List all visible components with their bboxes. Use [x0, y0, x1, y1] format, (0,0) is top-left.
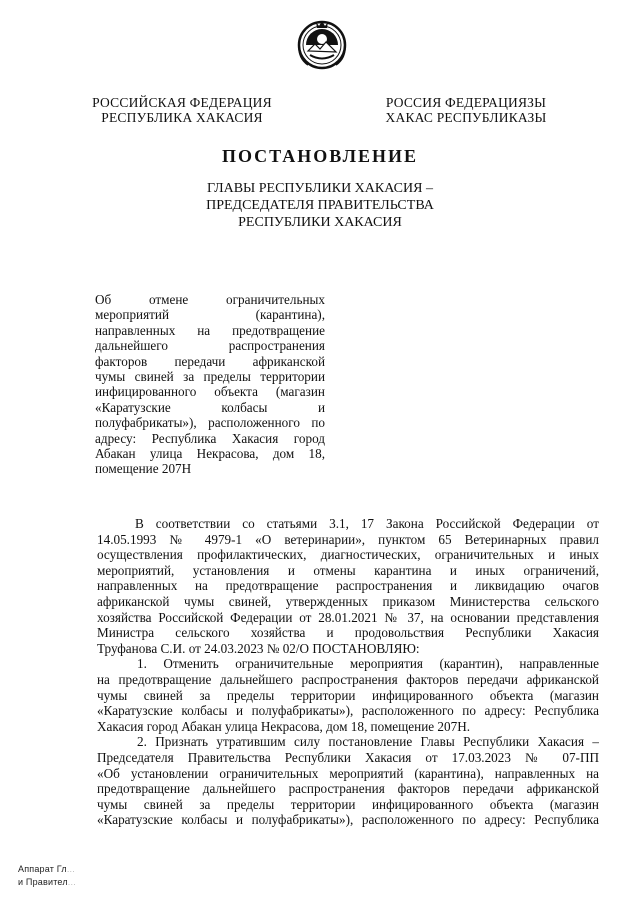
body-line: направленных на предотвращение распространения и ликвидацию очагов — [97, 578, 599, 594]
body-line: африканской чумы свиней, утвержденных приказом Министерства сельского — [97, 593, 599, 609]
document-subtitle — [0, 180, 640, 231]
subject-line: чумы свиней за пределы территории — [95, 369, 325, 385]
header-right-line-1: РОССИЯ ФЕДЕРАЦИЯЗЫ — [385, 95, 547, 110]
subtitle-line-2: ПРЕДСЕДАТЕЛЯ ПРАВИТЕЛЬСТВА — [206, 198, 434, 213]
subject-line: адресу: Республика Хакасия город — [95, 430, 325, 446]
body-line: чумы свиней за пределы территории инфицированного объекта (магазин — [97, 687, 599, 703]
body-line: чумы свиней за пределы территории инфицированного объекта (магазин — [97, 796, 599, 812]
body-line: В соответствии со статьями 3.1, 17 Закона Российской Федерации от — [135, 516, 599, 531]
header-left-line-2: РЕСПУБЛИКА ХАКАСИЯ — [101, 110, 263, 125]
body-line: «Каратузские колбасы и полуфабрикаты»), расположенного по адресу: Республика — [97, 703, 599, 719]
footer-line-1-text: Аппарат Гл — [18, 864, 67, 874]
subject-line: мероприятий (карантина), — [95, 307, 325, 323]
subject-line: Об отмене ограничительных — [95, 292, 325, 307]
footer-line-1 — [18, 863, 76, 876]
body-line: хозяйства Российской Федерации от 28.01.2021 № 37, на основании представления — [97, 609, 599, 625]
subject-line: факторов передачи африканской — [95, 353, 325, 369]
footer-stamp — [18, 863, 76, 889]
subtitle-line-1: ГЛАВЫ РЕСПУБЛИКИ ХАКАСИЯ – — [207, 181, 433, 196]
coat-of-arms-emblem — [296, 18, 348, 70]
body-line: мероприятий, установления и отмены карантина и иных ограничений, — [97, 562, 599, 578]
body-line: Министра сельского хозяйства и продовольствия Республики Хакасия — [97, 625, 599, 641]
subject-block — [95, 292, 325, 477]
subject-line: дальнейшего распространения — [95, 338, 325, 354]
footer-line-1-faded: ... — [66, 864, 75, 874]
footer-line-2-faded: ... — [67, 877, 76, 887]
subject-line: направленных на предотвращение — [95, 322, 325, 338]
body-line: Председателя Правительства Республики Хакасия от 17.03.2023 № 07-ПП — [97, 749, 599, 765]
document-title: ПОСТАНОВЛЕНИЕ — [221, 146, 419, 166]
document-body — [97, 516, 599, 828]
subtitle-line-3: РЕСПУБЛИКИ ХАКАСИЯ — [238, 215, 402, 230]
body-line: осуществления профилактических, диагностических, ограничительных и иных — [97, 547, 599, 563]
body-line: предотвращение дальнейшего распространения факторов передачи африканской — [97, 781, 599, 797]
body-line: «Каратузские колбасы и полуфабрикаты»), расположенного по адресу: Республика — [97, 812, 599, 828]
body-line: на предотвращение дальнейшего распространения факторов передачи африканской — [97, 671, 599, 687]
footer-line-2 — [18, 876, 76, 889]
header-right — [382, 95, 550, 125]
subject-line: помещение 207Н — [95, 461, 192, 477]
body-line: «Об установлении ограничительных мероприятий (карантина), направленных на — [97, 765, 599, 781]
header-left — [88, 95, 276, 125]
subject-line: «Каратузские колбасы и — [95, 399, 325, 415]
header-right-line-2: ХАКАС РЕСПУБЛИКАЗЫ — [385, 110, 547, 125]
footer-line-2-text: и Правител — [18, 877, 68, 887]
body-line: 2. Признать утратившим силу постановление Главы Республики Хакасия – — [137, 734, 599, 750]
subject-line: полуфабрикаты»), расположенного по — [95, 415, 325, 431]
subject-line: Абакан улица Некрасова, дом 18, — [95, 446, 325, 462]
body-line: Труфанова С.И. от 24.03.2023 № 02/О ПОСТАНОВЛЯЮ: — [97, 640, 420, 656]
header-left-line-1: РОССИЙСКАЯ ФЕДЕРАЦИЯ — [92, 95, 272, 110]
body-line: Хакасия город Абакан улица Некрасова, дом 18, помещение 207Н. — [97, 718, 471, 734]
body-line: 14.05.1993 № 4979-1 «О ветеринарии», пунктом 65 Ветеринарных правил — [97, 531, 599, 547]
subject-line: инфицированного объекта (магазин — [95, 384, 325, 400]
body-line: 1. Отменить ограничительные мероприятия (карантин), направленные — [137, 656, 599, 672]
